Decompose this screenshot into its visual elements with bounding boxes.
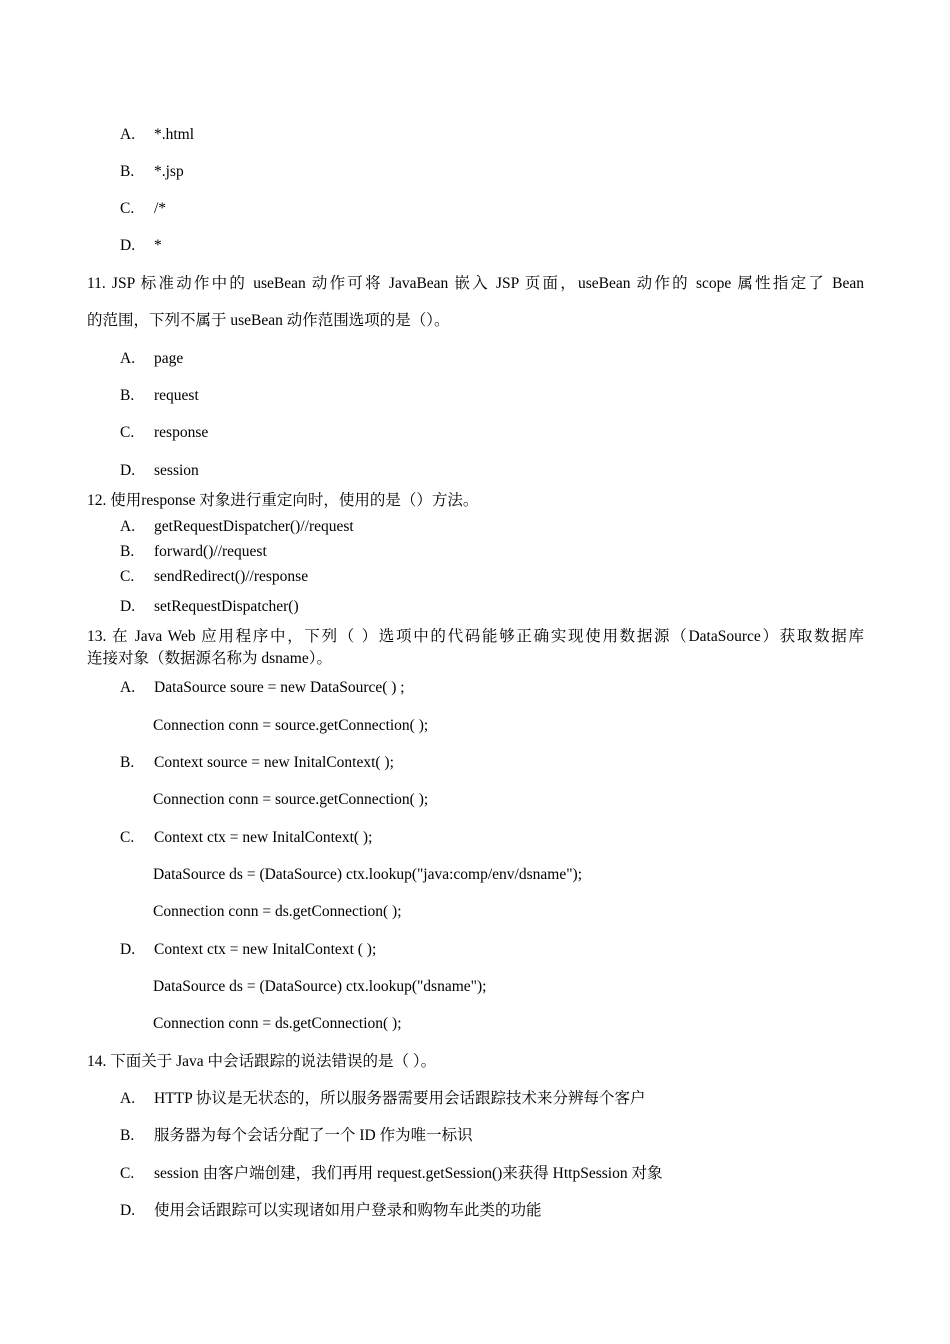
- option-line: [120, 236, 162, 256]
- option-text: *.jsp: [154, 163, 184, 180]
- option-continuation: DataSource ds = (DataSource) ctx.lookup("dsname");: [153, 978, 487, 995]
- option-line: [120, 567, 308, 587]
- option-continuation: Connection conn = source.getConnection( );: [153, 717, 429, 734]
- option-line: [120, 1164, 662, 1184]
- option-line: [120, 162, 184, 182]
- option-text: HTTP 协议是无状态的，所以服务器需要用会话跟踪技术来分辨每个客户: [154, 1090, 646, 1107]
- option-text: Context ctx = new InitalContext( );: [154, 829, 373, 846]
- option-label: D.: [120, 237, 136, 254]
- option-text: response: [154, 424, 209, 441]
- question-text: 连接对象（数据源名称为 dsname）。: [87, 650, 332, 667]
- option-line: [120, 1201, 542, 1221]
- option-text: session: [154, 462, 199, 479]
- option-text: getRequestDispatcher()//request: [154, 518, 354, 535]
- option-line: [120, 461, 199, 481]
- question-text: 14. 下面关于 Java 中会话跟踪的说法错误的是（ ）。: [87, 1053, 437, 1070]
- option-label: C.: [120, 829, 135, 846]
- option-label: D.: [120, 598, 136, 615]
- option-label: D.: [120, 1202, 136, 1219]
- option-line: [120, 828, 372, 848]
- option-continuation: Connection conn = ds.getConnection( );: [153, 1015, 402, 1032]
- option-label: A.: [120, 350, 136, 367]
- option-label: B.: [120, 163, 135, 180]
- option-text: request: [154, 387, 199, 404]
- option-text: Context source = new InitalContext( );: [154, 754, 394, 771]
- option-line: [120, 517, 354, 537]
- option-continuation: Connection conn = ds.getConnection( );: [153, 903, 402, 920]
- option-text: page: [154, 350, 184, 367]
- option-continuation: DataSource ds = (DataSource) ctx.lookup("java:comp/env/dsname");: [153, 866, 582, 883]
- option-label: B.: [120, 543, 135, 560]
- option-line: [120, 199, 166, 219]
- question-text: 12. 使用response 对象进行重定向时，使用的是（）方法。: [87, 492, 479, 509]
- option-label: C.: [120, 568, 135, 585]
- option-text: 服务器为每个会话分配了一个 ID 作为唯一标识: [154, 1127, 473, 1144]
- option-line: [120, 678, 405, 698]
- option-line: [120, 349, 183, 369]
- option-label: C.: [120, 424, 135, 441]
- option-label: D.: [120, 462, 136, 479]
- option-text: /*: [154, 200, 167, 217]
- option-label: A.: [120, 126, 136, 143]
- option-text: session 由客户端创建，我们再用 request.getSession()来获得 HttpSession 对象: [154, 1165, 663, 1182]
- option-line: [120, 940, 376, 960]
- option-text: sendRedirect()//response: [154, 568, 309, 585]
- option-label: D.: [120, 941, 136, 958]
- option-label: B.: [120, 1127, 135, 1144]
- option-continuation: Connection conn = source.getConnection( );: [153, 791, 429, 808]
- option-line: [120, 542, 267, 562]
- option-text: 使用会话跟踪可以实现诸如用户登录和购物车此类的功能: [154, 1202, 542, 1219]
- option-line: [120, 1089, 646, 1109]
- option-line: [120, 1126, 473, 1146]
- option-text: setRequestDispatcher(): [154, 598, 299, 615]
- option-text: DataSource soure = new DataSource( ) ;: [154, 679, 405, 696]
- question-text: 13. 在 Java Web 应用程序中，下列（ ）选项中的代码能够正确实现使用数据源（DataSource）获取数据库: [87, 628, 864, 645]
- option-text: Context ctx = new InitalContext ( );: [154, 941, 377, 958]
- option-line: [120, 753, 394, 773]
- option-label: C.: [120, 200, 135, 217]
- option-label: A.: [120, 518, 136, 535]
- option-line: [120, 125, 194, 145]
- option-line: [120, 386, 199, 406]
- option-text: forward()//request: [154, 543, 267, 560]
- option-label: B.: [120, 754, 135, 771]
- question-text: 11. JSP 标准动作中的 useBean 动作可将 JavaBean 嵌入 JSP 页面，useBean 动作的 scope 属性指定了 Bean: [87, 275, 864, 292]
- option-text: *.html: [154, 126, 195, 143]
- option-line: [120, 597, 299, 617]
- option-label: A.: [120, 1090, 136, 1107]
- option-label: C.: [120, 1165, 135, 1182]
- option-label: A.: [120, 679, 136, 696]
- option-text: *: [154, 237, 162, 254]
- option-line: [120, 423, 208, 443]
- option-label: B.: [120, 387, 135, 404]
- question-text: 的范围，下列不属于 useBean 动作范围选项的是（）。: [87, 312, 450, 329]
